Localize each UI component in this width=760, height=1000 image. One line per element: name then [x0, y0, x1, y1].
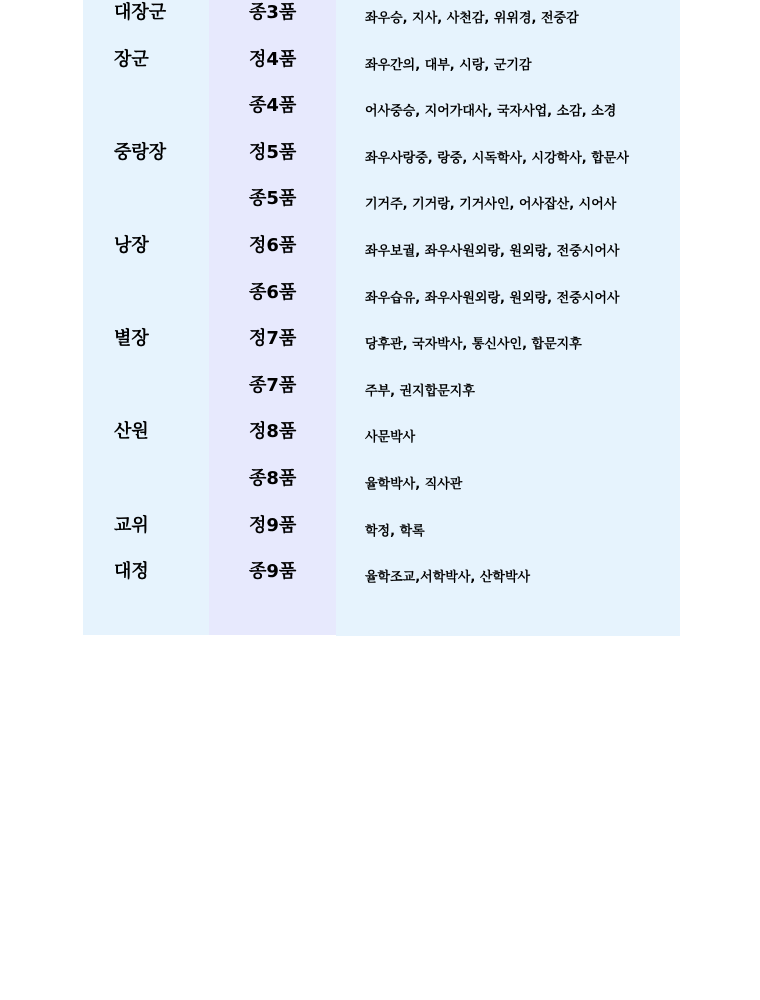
- table-row: [83, 131, 680, 178]
- civil-office-cell: 좌우승, 지사, 사천감, 위위경, 전중감: [365, 11, 579, 26]
- grade-cell: 종7품: [249, 374, 297, 396]
- table-row: [83, 271, 680, 318]
- table-row: [83, 364, 680, 411]
- grade-cell: 종5품: [249, 188, 297, 210]
- grade-cell: 종3품: [249, 2, 297, 23]
- military-rank-cell: 별장: [114, 328, 149, 350]
- civil-office-cell: 좌우간의, 대부, 시랑, 군기감: [365, 57, 532, 73]
- civil-office-cell: 율학조교,서학박사, 산학박사: [365, 570, 531, 586]
- table-row: [83, 224, 680, 271]
- grade-cell: 정8품: [249, 421, 297, 443]
- civil-office-cell: 당후관, 국자박사, 통신사인, 합문지후: [365, 337, 582, 353]
- military-rank-cell: 대장군: [114, 2, 167, 23]
- military-rank-cell: 낭장: [114, 234, 149, 256]
- civil-office-cell: 주부, 권지합문지후: [365, 383, 475, 399]
- grade-cell: 종4품: [249, 95, 297, 117]
- military-rank-cell: 장군: [114, 48, 149, 70]
- table-row: [83, 317, 680, 364]
- military-rank-cell: 대정: [114, 561, 149, 583]
- civil-office-cell: 기거주, 기거랑, 기거사인, 어사잡산, 시어사: [365, 197, 617, 213]
- grade-cell: 정9품: [249, 514, 297, 536]
- civil-office-cell: 좌우습유, 좌우사원외랑, 원외랑, 전중시어사: [365, 290, 620, 306]
- grade-cell: 종9품: [249, 561, 297, 583]
- civil-office-cell: 어사중승, 지어가대사, 국자사업, 소감, 소경: [365, 104, 617, 120]
- table-row: [83, 504, 680, 551]
- civil-office-cell: 율학박사, 직사관: [365, 476, 463, 492]
- table-row: [83, 38, 680, 85]
- civil-office-cell: 좌우보궐, 좌우사원외랑, 원외랑, 전중시어사: [365, 243, 620, 259]
- civil-office-cell: 사문박사: [365, 430, 416, 446]
- rank-table: [83, 0, 680, 636]
- civil-office-cell: 학정, 학록: [365, 523, 425, 539]
- table-body: [83, 0, 680, 597]
- table-row: [83, 0, 680, 38]
- table-row: [83, 177, 680, 224]
- table-row: [83, 457, 680, 504]
- military-rank-cell: 중랑장: [114, 141, 167, 163]
- table-row: [83, 550, 680, 597]
- table-row: [83, 410, 680, 457]
- grade-cell: 종8품: [249, 467, 297, 489]
- grade-cell: 정4품: [249, 48, 297, 70]
- military-rank-cell: 교위: [114, 514, 149, 536]
- grade-cell: 정5품: [249, 141, 297, 163]
- grade-cell: 정7품: [249, 328, 297, 350]
- grade-cell: 정6품: [249, 234, 297, 256]
- table-row: [83, 84, 680, 131]
- grade-cell: 종6품: [249, 281, 297, 303]
- civil-office-cell: 좌우사랑중, 랑중, 시독학사, 시강학사, 합문사: [365, 150, 629, 166]
- military-rank-cell: 산원: [114, 421, 149, 443]
